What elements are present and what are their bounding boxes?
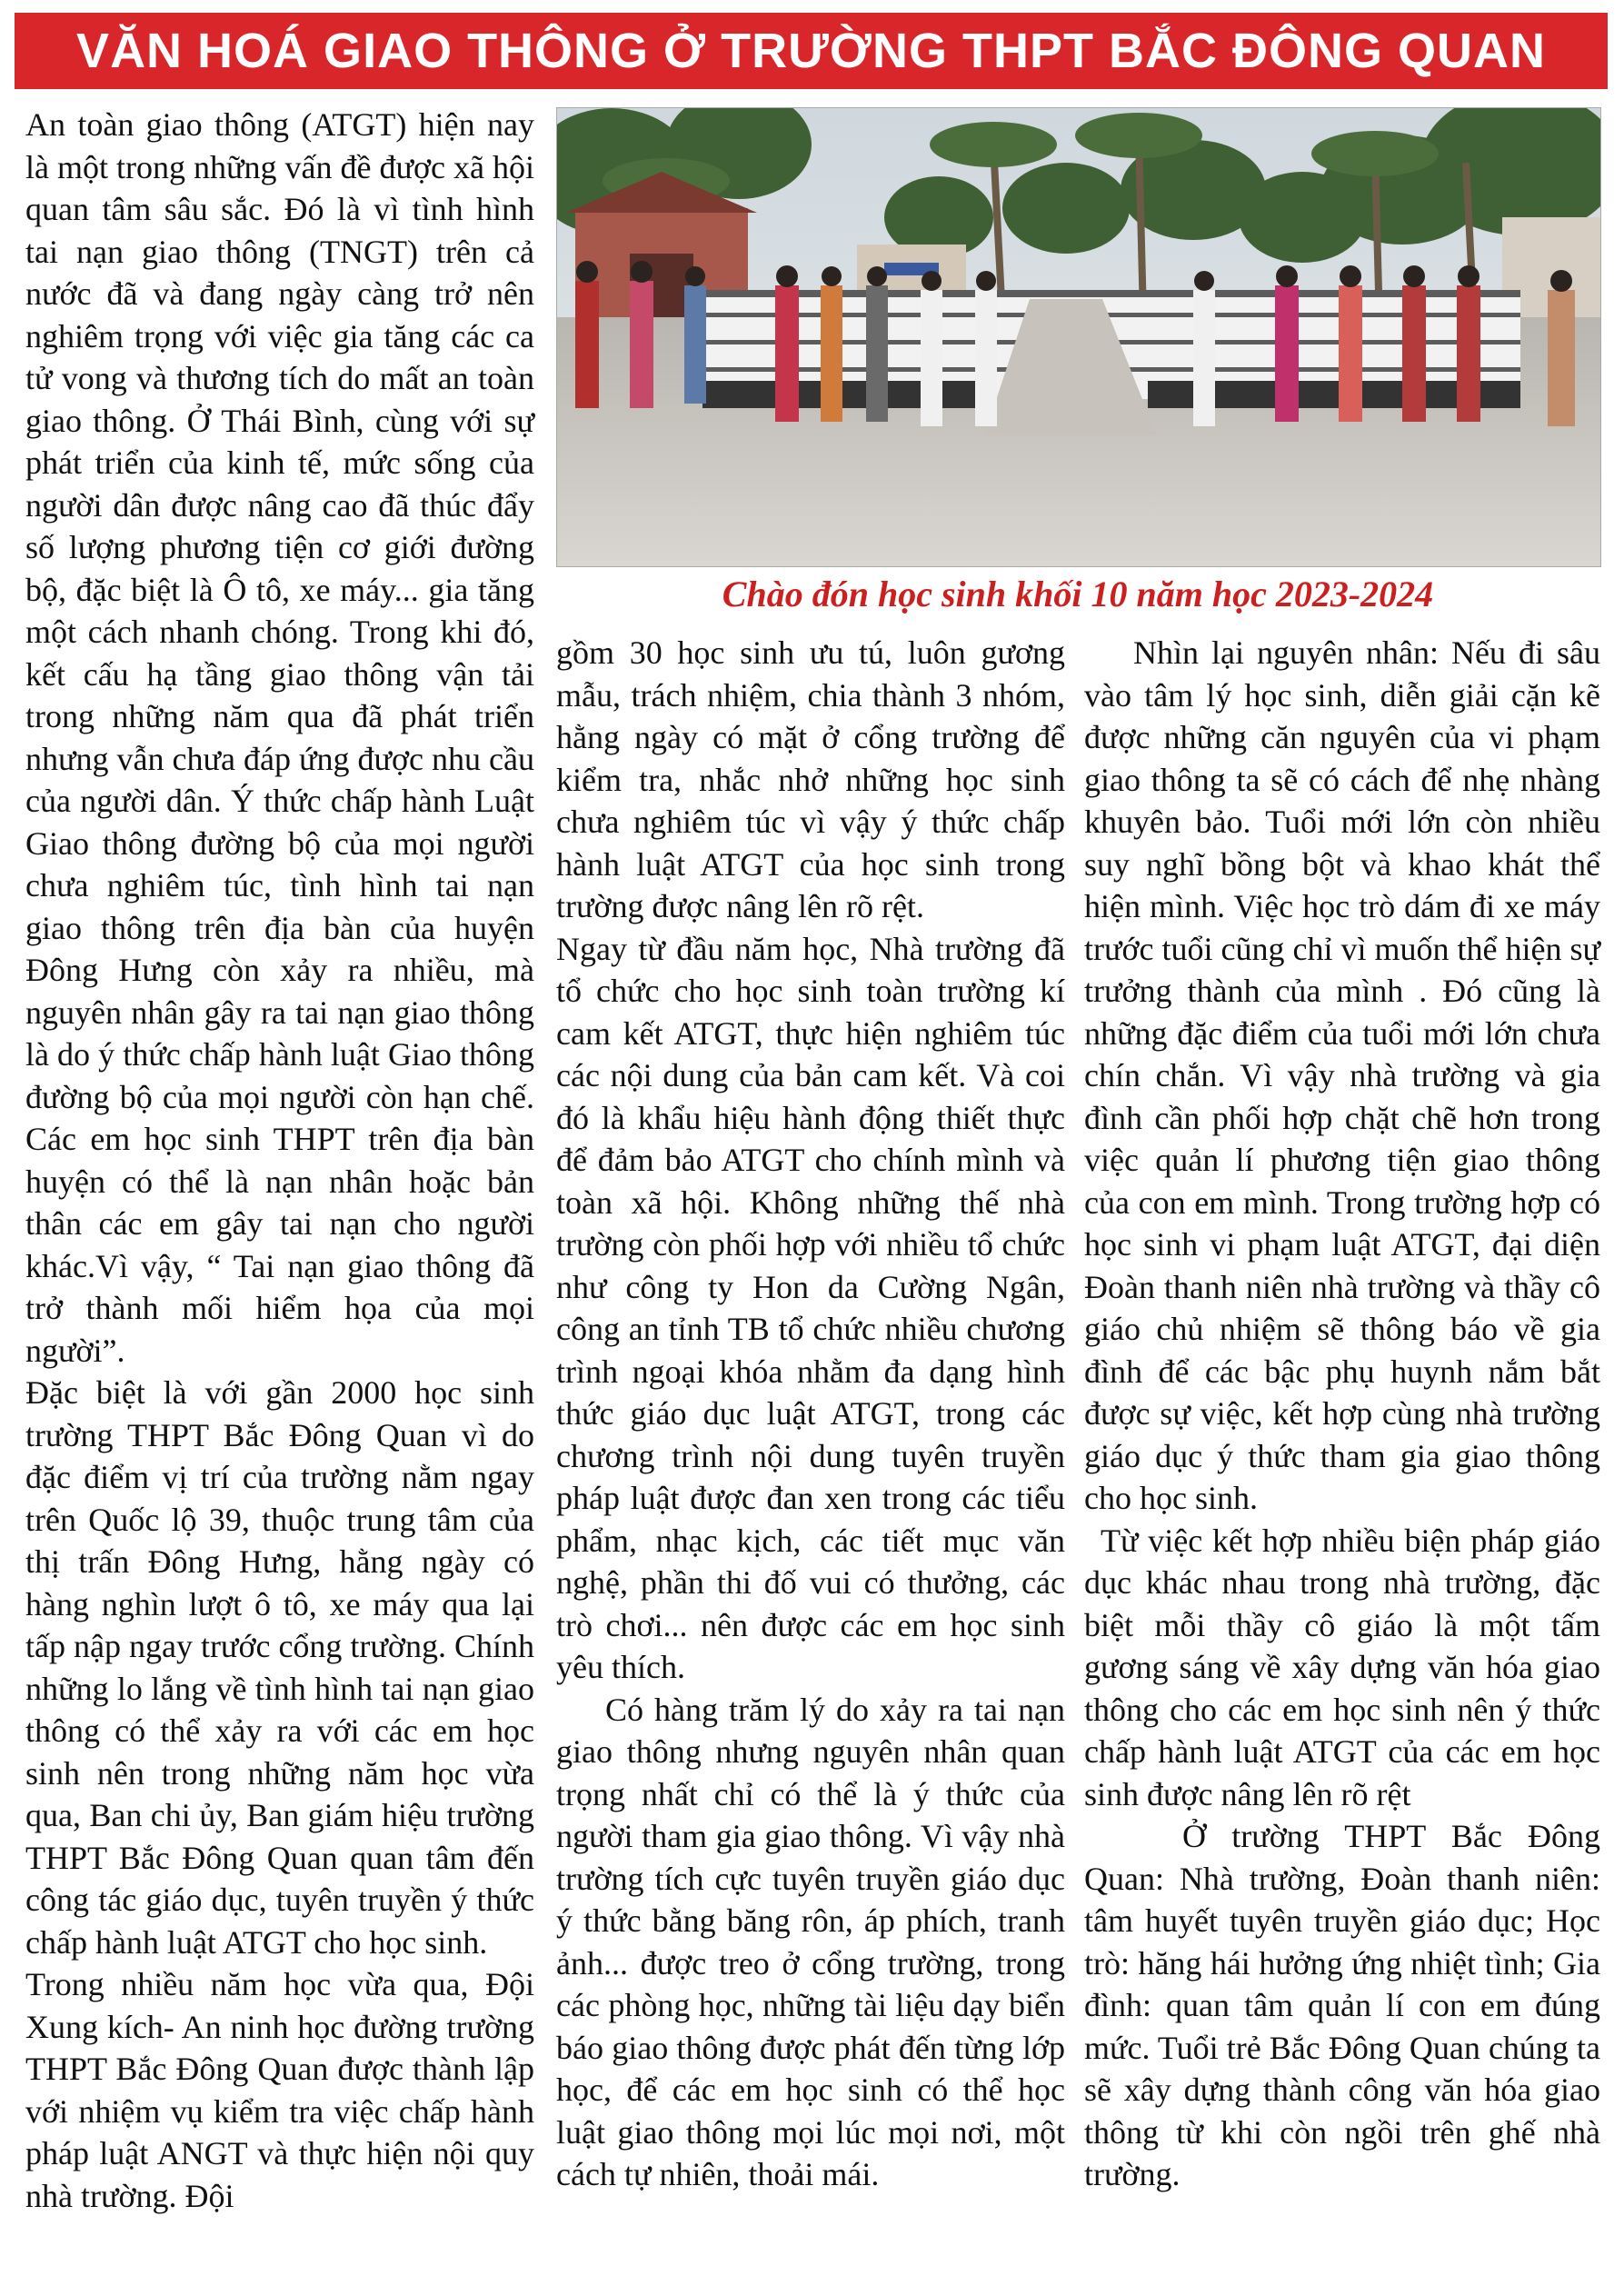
paragraph: Đặc biệt là với gần 2000 học sinh trường THPT Bắc Đông Quan vì do đặc điểm vị trí của trường nằm ngay trên Quốc lộ 39, thuộc trung tâm của thị trấn Đông Hưng, hằng ngày có hàng nghìn lượt ô tô, xe máy qua lại tấp nập ngay trước cổng trường. Chính những lo lắng về tình hình tai nạn giao thông có thể xảy ra với các em học sinh nên trong những năm học vừa qua, Ban chi ủy, Ban giám hiệu trường THPT Bắc Đông Quan quan tâm đến công tác giáo dục, tuyên truyền ý thức chấp hành luật ATGT cho học sinh.: [25, 1374, 534, 1961]
column-1: [25, 104, 534, 2217]
photo-caption: Chào đón học sinh khối 10 năm học 2023-2024: [722, 574, 1434, 614]
paragraph: Trong nhiều năm học vừa qua, Đội Xung kích- An ninh học đường trường THPT Bắc Đông Quan được thành lập với nhiệm vụ kiểm tra việc chấp hành pháp luật ANGT và thực hiện nội quy nhà trường. Đội: [25, 1966, 534, 2214]
photo-illustration: [557, 108, 1600, 566]
paragraph: Từ việc kết hợp nhiều biện pháp giáo dục khác nhau trong nhà trường, đặc biệt mỗi thầy cô giáo là một tấm gương sáng về xây dựng văn hóa giao thông cho các em học sinh nên ý thức chấp hành luật ATGT của các em học sinh được nâng lên rõ rệt: [1084, 1522, 1600, 1812]
column-2: [556, 632, 1065, 2196]
paragraph: Nhìn lại nguyên nhân: Nếu đi sâu vào tâm lý học sinh, diễn giải cặn kẽ được những căn nguyên của vi phạm giao thông ta sẽ có cách để nhẹ nhàng khuyên bảo. Tuổi mới lớn còn nhiều suy nghĩ bồng bột và khao khát thể hiện mình. Việc học trò dám đi xe máy trước tuổi cũng chỉ vì muốn thể hiện sự trưởng thành của mình . Đó cũng là những đặc điểm của tuổi mới lớn chưa chín chắn. Vì vậy nhà trường và gia đình cần phối hợp chặt chẽ hơn trong việc quản lí phương tiện giao thông của con em mình. Trong trường hợp có học sinh vi phạm luật ATGT, đại diện Đoàn thanh niên nhà trường và thầy cô giáo chủ nhiệm sẽ thông báo về gia đình để các bậc phụ huynh nắm bắt được sự việc, kết hợp cùng nhà trường giáo dục ý thức tham gia giao thông cho học sinh.: [1084, 634, 1600, 1516]
title-banner: [15, 13, 1608, 89]
page-title: VĂN HOÁ GIAO THÔNG Ở TRƯỜNG THPT BẮC ĐÔNG QUAN: [76, 24, 1546, 78]
paragraph: gồm 30 học sinh ưu tú, luôn gương mẫu, trách nhiệm, chia thành 3 nhóm, hằng ngày có mặt ở cổng trường để kiểm tra, nhắc nhở những học sinh chưa nghiêm túc vì vậy ý thức chấp hành luật ATGT của học sinh trong trường được nâng lên rõ rệt.: [556, 634, 1065, 924]
paragraph: Ngay từ đầu năm học, Nhà trường đã tổ chức cho học sinh toàn trường kí cam kết ATGT, thực hiện nghiêm túc các nội dung của bản cam kết. Và coi đó là khẩu hiệu hành động thiết thực để đảm bảo ATGT cho chính mình và toàn xã hội. Không những thế nhà trường còn phối hợp với nhiều tổ chức như công ty Hon da Cường Ngân, công an tỉnh TB tổ chức nhiều chương trình ngoại khóa nhằm đa dạng hình thức giáo dục luật ATGT, trong các chương trình nội dung tuyên truyền pháp luật được đan xen trong các tiểu phẩm, nhạc kịch, các tiết mục văn nghệ, phần thi đố vui có thưởng, các trò chơi... nên được các em học sinh yêu thích.: [556, 930, 1065, 1685]
paragraph: An toàn giao thông (ATGT) hiện nay là một trong những vấn đề được xã hội quan tâm sâu sắc. Đó là vì tình hình tai nạn giao thông (TNGT) trên cả nước đã và đang ngày càng trở nên nghiêm trọng với việc gia tăng các ca tử vong và thương tích do mất an toàn giao thông. Ở Thái Bình, cùng với sự phát triển của kinh tế, mức sống của người dân được nâng cao đã thúc đẩy số lượng phương tiện cơ giới đường bộ, đặc biệt là Ô tô, xe máy... gia tăng một cách nhanh chóng. Trong khi đó, kết cấu hạ tầng giao thông vận tải trong những năm qua đã phát triển nhưng vẫn chưa đáp ứng được nhu cầu của người dân. Ý thức chấp hành Luật Giao thông đường bộ của mọi người chưa nghiêm túc, tình hình tai nạn giao thông trên địa bàn của huyện Đông Hưng còn xảy ra nhiều, mà nguyên nhân gây ra tai nạn giao thông là do ý thức chấp hành luật Giao thông đường bộ của mọi người còn hạn chế. Các em học sinh THPT trên địa bàn huyện có thể là nạn nhân hoặc bản thân các em gây tai nạn cho người khác.Vì vậy, “ Tai nạn giao thông đã trở thành mối hiểm họa của mọi người”.: [25, 106, 534, 1369]
paragraph: Có hàng trăm lý do xảy ra tai nạn giao thông nhưng nguyên nhân quan trọng nhất chỉ có thể là ý thức của người tham gia giao thông. Vì vậy nhà trường tích cực tuyên truyền giáo dục ý thức bằng băng rôn, áp phích, tranh ảnh... được treo ở cổng trường, trong các phòng học, những tài liệu dạy biển báo giao thông được phát đến từng lớp học, để các em học sinh có thể học luật giao thông mọi lúc mọi nơi, một cách tự nhiên, thoải mái.: [556, 1691, 1065, 2192]
school-assembly-photo: [556, 107, 1601, 567]
column-3: [1084, 632, 1600, 2196]
paragraph: Ở trường THPT Bắc Đông Quan: Nhà trường, Đoàn thanh niên: tâm huyết tuyên truyền giáo dục; Học trò: hăng hái hưởng ứng nhiệt tình; Gia đình: quan tâm quản lí con em đúng mức. Tuổi trẻ Bắc Đông Quan chúng ta sẽ xây dựng thành công văn hóa giao thông từ khi còn ngồi trên ghế nhà trường.: [1084, 1818, 1600, 2192]
